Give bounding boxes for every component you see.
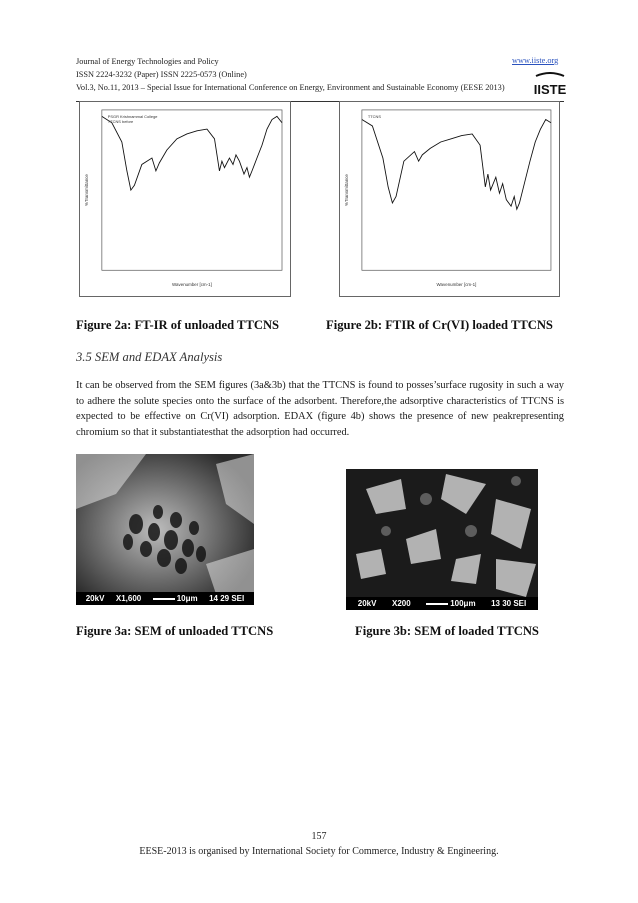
section-heading: 3.5 SEM and EDAX Analysis xyxy=(76,350,223,364)
ftir-a-spectrum-line xyxy=(102,113,282,190)
ftir-plot-a xyxy=(80,102,290,296)
page-number: 157 xyxy=(311,831,327,842)
ftir-a-x-axis-label: Wavenumber [cm-1] xyxy=(172,282,212,288)
ftir-b-legend-line: TTCNS xyxy=(367,113,381,119)
figure-3b-caption: Figure 3b: SEM of loaded TTCNS xyxy=(355,624,539,638)
scale-bar-b xyxy=(426,603,448,605)
iiste-logo xyxy=(534,72,566,98)
footer-text: EESE-2013 is organised by International Society for Commerce, Industry & Engineering. xyxy=(139,846,499,857)
ftir-a-y-axis-label: %Transmittance xyxy=(83,174,89,207)
sem-b-scale: 100μm xyxy=(450,599,476,608)
sem-texture-a xyxy=(76,454,254,605)
sem-b-voltage: 20kV xyxy=(357,599,377,608)
ftir-chart-loaded xyxy=(339,101,560,297)
volume-line: Vol.3, No.11, 2013 – Special Issue for International Conference on Energy, Environment and Sustainable Economy (EESE 2013) xyxy=(76,83,505,92)
issn-line: ISSN 2224-3232 (Paper) ISSN 2225-0573 (Online) xyxy=(76,70,247,79)
journal-title: Journal of Energy Technologies and Policy xyxy=(76,57,219,66)
sem-b-info: 13 30 SEI xyxy=(491,599,527,608)
ftir-a-plot-area xyxy=(102,110,282,270)
sem-b-magnification: X200 xyxy=(391,599,411,608)
sem-texture-b xyxy=(346,469,538,610)
body-paragraph: It can be observed from the SEM figures (3a&3b) that the TTCNS is found to posses’surface rugosity in such a way to adhere the solute species onto the surface of the adsorbent. Therefore,the adsorptive characteristics of TTCNS is expected to be effective on Cr(VI) adsorption. EDAX (figure 4b) shows the presence of new peakrepresenting chromium so that it substantiatesthat the adsorption had occurred. xyxy=(76,380,564,438)
sem-a-voltage: 20kV xyxy=(85,594,105,603)
figure-2a-caption: Figure 2a: FT-IR of unloaded TTCNS xyxy=(76,318,280,332)
sem-image-unloaded xyxy=(76,454,254,605)
journal-url-link[interactable]: www.iiste.org xyxy=(512,56,559,65)
sem-databar-a xyxy=(76,592,254,605)
ftir-a-legend-line: TTCNS before xyxy=(107,118,134,124)
ftir-b-x-axis-label: Wavenumber [cm-1] xyxy=(436,282,477,288)
ftir-b-y-axis-label: %Transmittance xyxy=(344,174,350,207)
sem-a-info: 14 29 SEI xyxy=(209,594,245,603)
sem-a-scale: 10μm xyxy=(176,594,198,603)
ftir-chart-unloaded xyxy=(79,101,291,297)
ftir-a-legend-line: PSGR Krishnammal College xyxy=(107,113,158,119)
sem-image-loaded xyxy=(346,469,538,610)
sem-databar-b xyxy=(346,597,538,610)
sem-a-magnification: X1,600 xyxy=(115,594,142,603)
figure-3a-caption: Figure 3a: SEM of unloaded TTCNS xyxy=(76,624,274,638)
ftir-b-spectrum-line xyxy=(362,120,551,210)
scale-bar-a xyxy=(153,598,175,600)
ftir-plot-b xyxy=(340,102,559,296)
svg-text:IISTE: IISTE xyxy=(534,82,566,97)
figure-2b-caption: Figure 2b: FTIR of Cr(VI) loaded TTCNS xyxy=(326,318,553,332)
